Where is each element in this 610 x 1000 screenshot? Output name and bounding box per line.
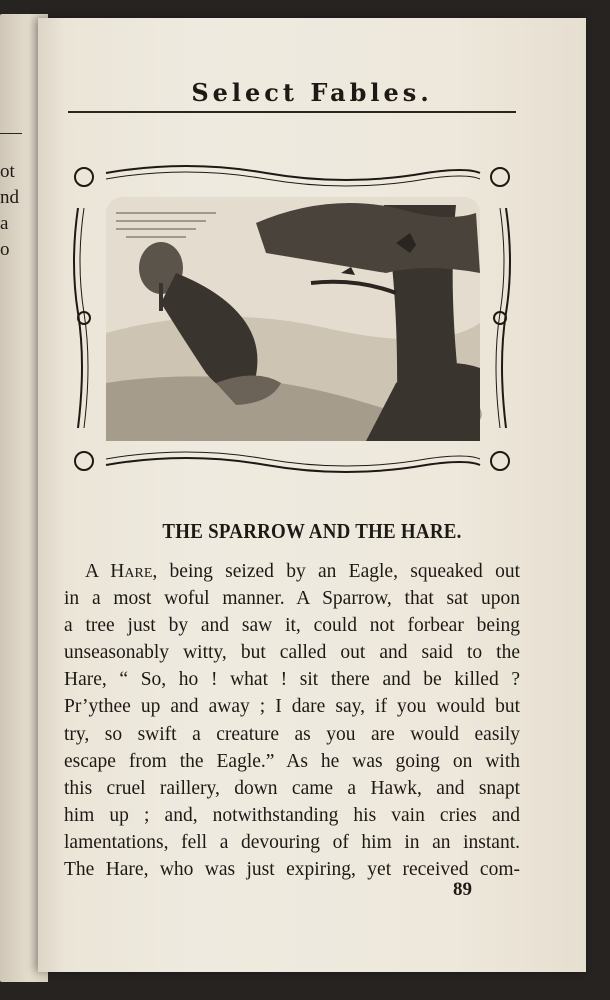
running-head: Select Fables. <box>191 78 433 107</box>
previous-page-rule <box>0 133 22 134</box>
previous-page-fragment: nd <box>0 187 19 208</box>
page-number: 89 <box>453 879 472 900</box>
head-rule <box>68 111 516 113</box>
text-line: in a most woful manner. A Sparrow, that sat upon <box>64 588 520 610</box>
previous-page-fragment: o <box>0 239 10 260</box>
fable-title: THE SPARROW AND THE HARE. <box>162 519 462 543</box>
text-line: escape from the Eagle.” As he was going on with <box>64 750 520 772</box>
book-page <box>38 18 586 972</box>
text-line: unseasonably witty, but called out and said to the <box>64 642 520 664</box>
previous-page-fragment: a <box>0 213 9 234</box>
text-line: A Hare, being seized by an Eagle, squeaked out <box>85 561 521 582</box>
fable-illustration <box>66 153 518 483</box>
text-line: a tree just by and saw it, could not forbear being <box>64 615 520 637</box>
text-line: Hare, “ So, ho ! what ! sit there and be killed ? <box>64 669 520 691</box>
text-line: him up ; and, notwithstanding his vain cries and <box>64 804 520 826</box>
previous-page-fragment: ot <box>0 161 15 182</box>
engraving-scene <box>106 197 482 441</box>
drop-word: A Hare, <box>85 561 158 582</box>
text-line: try, so swift a creature as you are would easily <box>64 723 520 745</box>
fable-text <box>64 558 520 883</box>
text-line: this cruel raillery, down came a Hawk, and snapt <box>64 777 520 799</box>
text-line: lamentations, fell a devouring of him in an instant. <box>64 831 520 853</box>
text-line: The Hare, who was just expiring, yet received com- <box>64 859 520 881</box>
text-line: Pr’ythee up and away ; I dare say, if you would but <box>64 696 520 718</box>
